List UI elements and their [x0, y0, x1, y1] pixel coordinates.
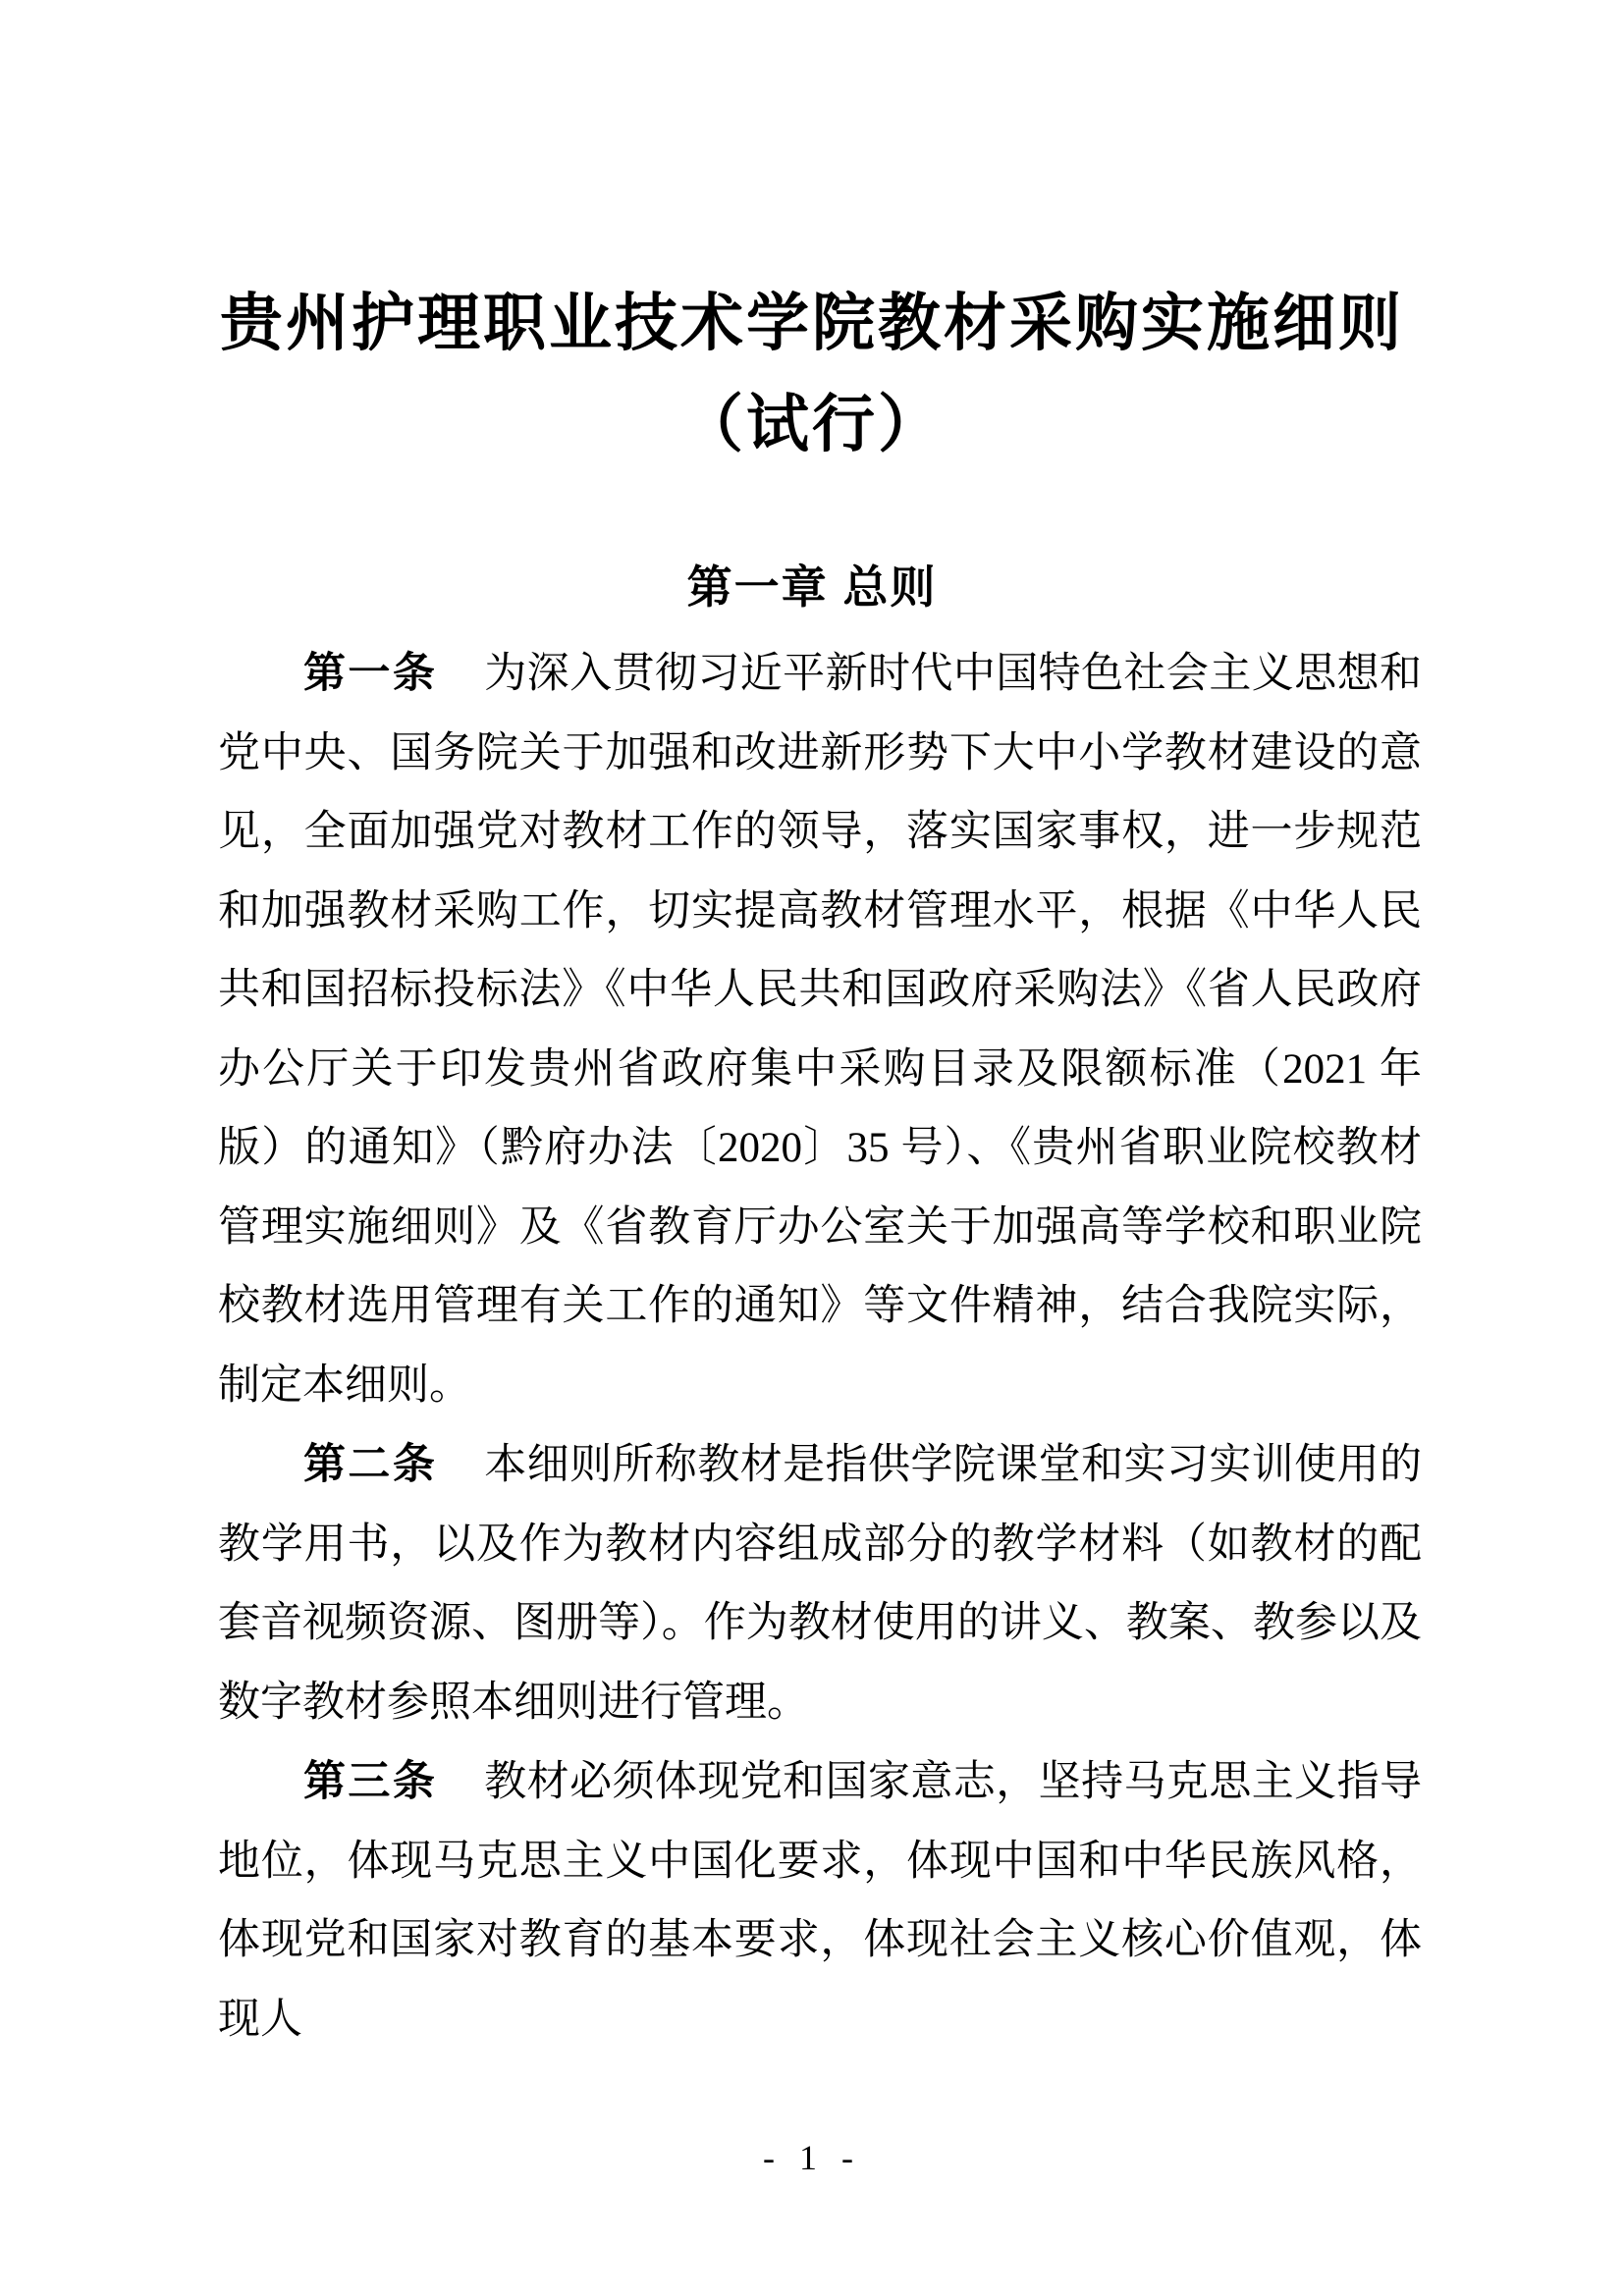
document-title-line2: （试行）	[680, 390, 944, 459]
article-2-text: 本细则所称教材是指供学院课堂和实习实训使用的教学用书，以及作为教材内容组成部分的教学材料（如教材的配套音视频资源、图册等）。作为教材使用的讲义、教案、教参以及数字教材参照本细则进行管理。	[218, 1442, 1422, 1726]
article-paragraph-1	[218, 634, 1422, 1425]
article-2-label: 第二条	[303, 1441, 438, 1488]
page-number: - 1 -	[763, 2138, 861, 2177]
document-title-line1: 贵州护理职业技术学院教材采购实施细则	[220, 289, 1404, 358]
article-paragraph-3	[218, 1742, 1422, 2059]
article-paragraph-2	[218, 1425, 1422, 1742]
article-1-label: 第一条	[303, 650, 438, 697]
document-title	[98, 273, 1526, 475]
chapter-heading: 第一章 总则	[686, 561, 938, 613]
article-3-text: 教材必须体现党和国家意志，坚持马克思主义指导地位，体现马克思主义中国化要求，体现中国和中华民族风格，体现党和国家对教育的基本要求，体现社会主义核心价值观，体现人	[218, 1759, 1422, 2043]
article-1-text: 为深入贯彻习近平新时代中国特色社会主义思想和党中央、国务院关于加强和改进新形势下大中小学教材建设的意见，全面加强党对教材工作的领导，落实国家事权，进一步规范和加强教材采购工作，切实提高教材管理水平，根据《中华人民共和国招标投标法》《中华人民共和国政府采购法》《省人民政府办公厅关于印发贵州省政府集中采购目录及限额标准（2021 年版）的通知》（黔府办法〔2020〕35 号）、《贵州省职业院校教材管理实施细则》及《省教育厅办公室关于加强高等学校和职业院校教材选用管理有关工作的通知》等文件精神，结合我院实际，制定本细则。	[218, 651, 1422, 1409]
document-body	[218, 634, 1422, 2059]
article-3-label: 第三条	[303, 1758, 438, 1805]
